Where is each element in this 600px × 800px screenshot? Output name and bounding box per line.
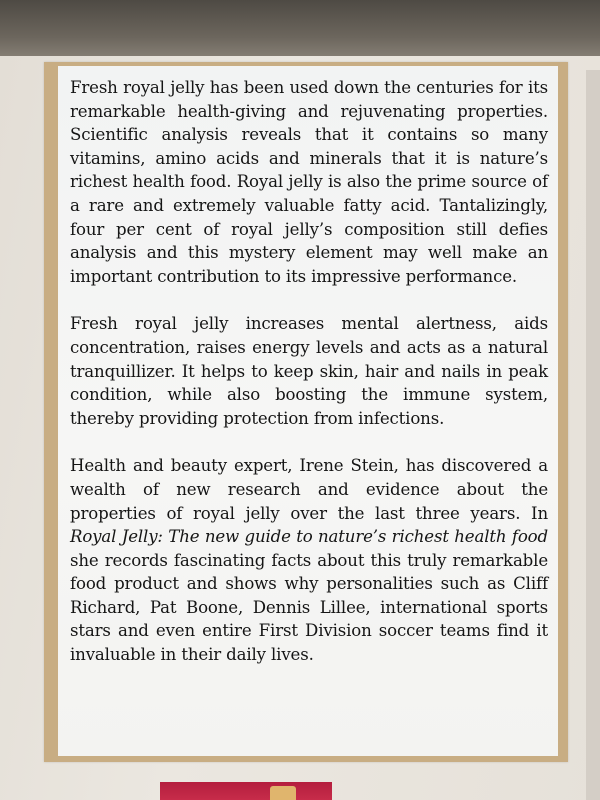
blurb-text [70,76,548,691]
paragraph-1: Fresh royal jelly has been used down the centuries for its remarkable health-giving and rejuvenating properties. Scientific analysis reveals that it contains so many vitamins, amino acids and minerals that it is nature’s richest health food. Royal jelly is also the prime source of a rare and extremely valuable fatty acid. Tantalizingly, four per cent of royal jelly’s composition still defies analysis and this mystery element may well make an important contribution to its impressive performance. [70,78,548,286]
background-shadow [0,0,600,62]
paragraph-2: Fresh royal jelly increases mental alertness, aids concentration, raises energy levels and acts as a natural tranquillizer. It helps to keep skin, hair and nails in peak condition, while also boosting the immune system, thereby providing protection from infections. [70,314,548,428]
page-edge [586,70,600,800]
paragraph-3-intro: Health and beauty expert, Irene Stein, has discovered a wealth of new research and evidence about the properties of royal jelly over the last three years. In [70,456,548,523]
cover-artwork-edge [160,782,332,800]
paragraph-3 [70,454,548,666]
cover-ornament [270,786,296,800]
book-title: Royal Jelly: The new guide to nature’s richest health food [70,527,548,547]
paragraph-3-rest: she records fascinating facts about this truly remarkable food product and shows why personalities such as Cliff Richard, Pat Boone, Dennis Lillee, international sports stars and even entire First Division soccer teams find it invaluable in their daily lives. [70,550,548,665]
